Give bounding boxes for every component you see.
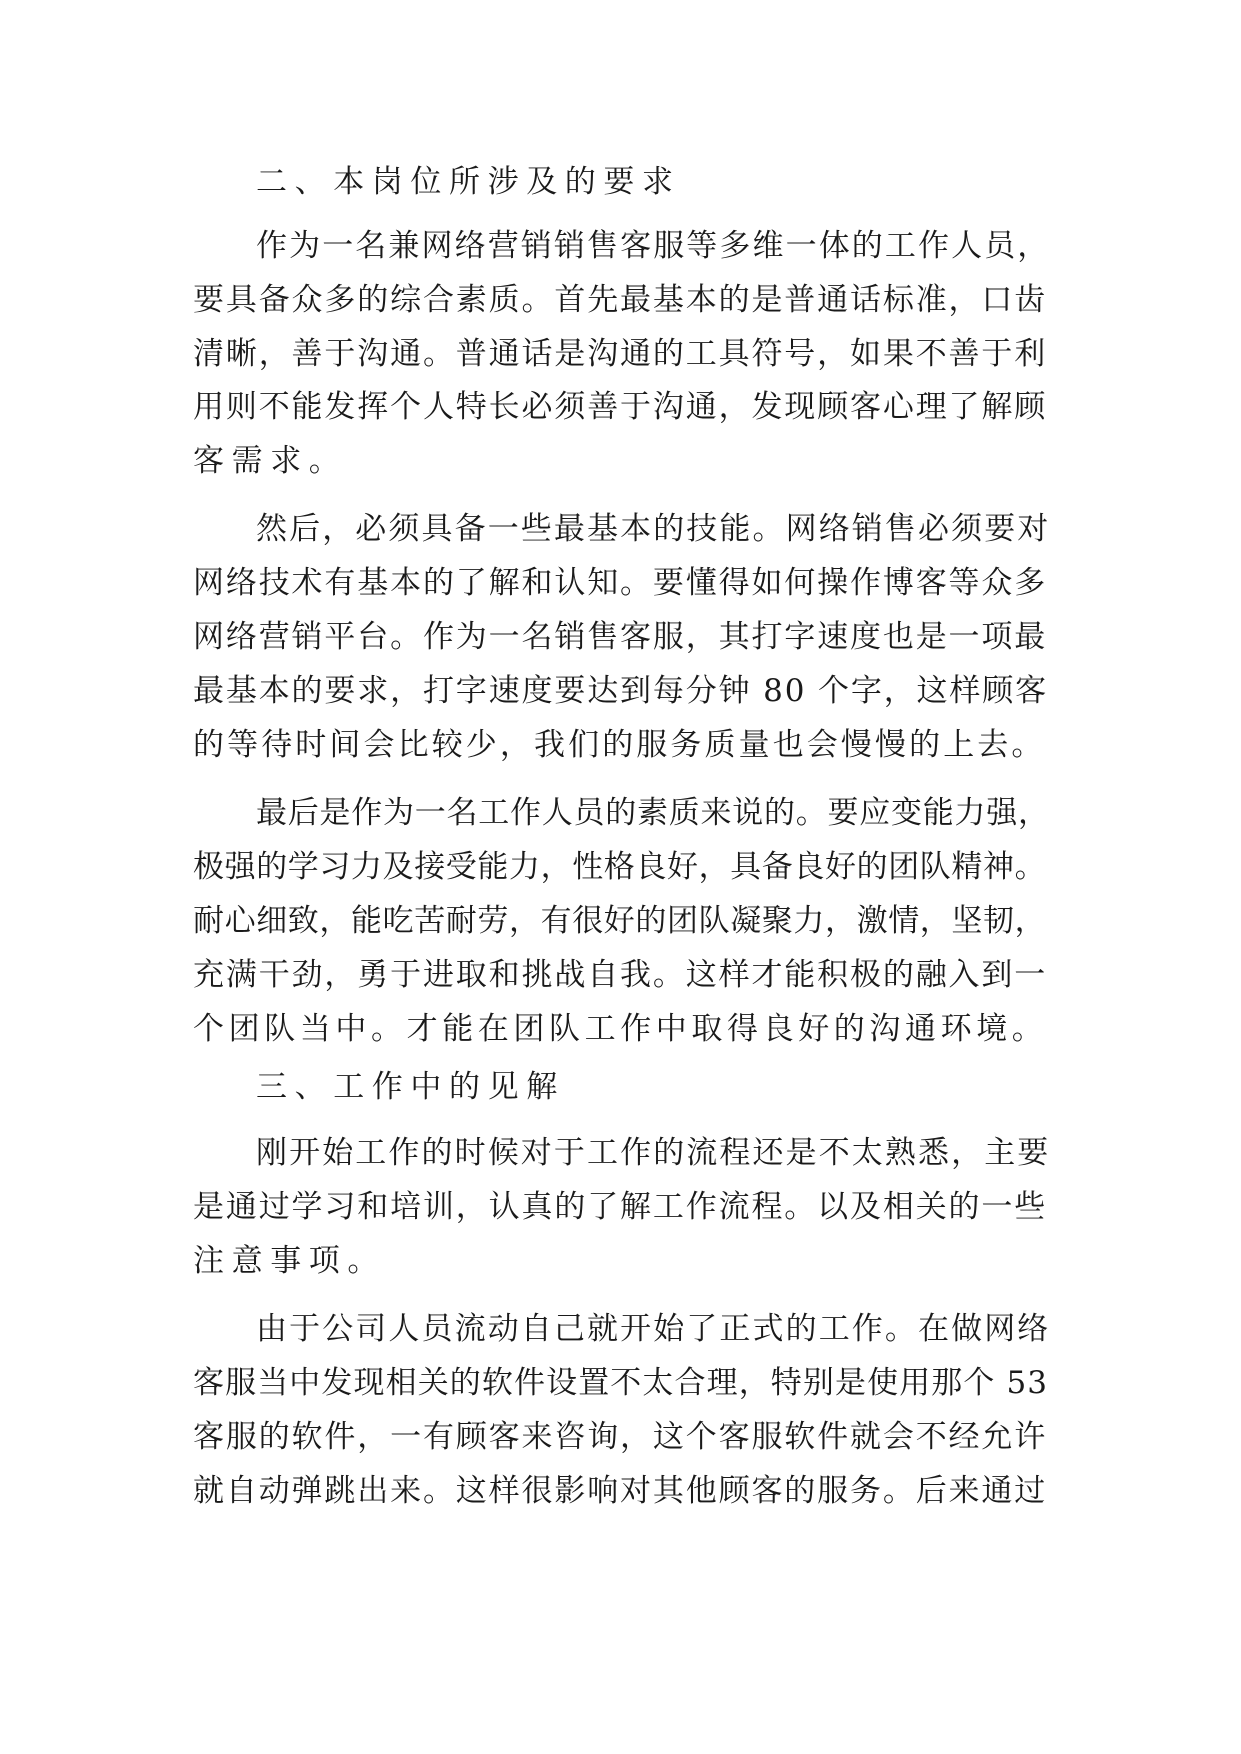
paragraph-line: 客服的软件，一有顾客来咨询，这个客服软件就会不经允许 — [193, 1419, 1048, 1455]
paragraph-line: 的等待时间会比较少，我们的服务质量也会慢慢的上去。 — [193, 727, 1046, 763]
paragraph-line: 极强的学习力及接受能力，性格良好，具备良好的团队精神。 — [193, 849, 1047, 885]
section-heading-2: 二、本岗位所涉及的要求 — [256, 164, 681, 200]
paragraph-line: 刚开始工作的时候对于工作的流程还是不太熟悉，主要 — [256, 1135, 1051, 1171]
paragraph-line: 由于公司人员流动自己就开始了正式的工作。在做网络 — [256, 1311, 1051, 1347]
paragraph-line: 网络技术有基本的了解和认知。要懂得如何操作博客等众多 — [193, 565, 1048, 601]
paragraph-line: 最后是作为一名工作人员的素质来说的。要应变能力强， — [256, 795, 1050, 831]
paragraph-line: 最基本的要求，打字速度要达到每分钟 80 个字，这样顾客 — [193, 673, 1048, 709]
paragraph-line: 耐心细致，能吃苦耐劳，有很好的团队凝聚力，激情，坚韧， — [193, 903, 1047, 939]
section-heading-3: 三、工作中的见解 — [256, 1069, 565, 1105]
paragraph-line: 客需求。 — [193, 443, 348, 479]
paragraph-line: 客服当中发现相关的软件设置不太合理，特别是使用那个 53 — [193, 1365, 1049, 1401]
paragraph-line: 要具备众多的综合素质。首先最基本的是普通话标准，口齿 — [193, 282, 1048, 318]
paragraph-line: 就自动弹跳出来。这样很影响对其他顾客的服务。后来通过 — [193, 1473, 1048, 1509]
paragraph-line: 充满干劲，勇于进取和挑战自我。这样才能积极的融入到一 — [193, 957, 1048, 993]
paragraph-line: 清晰，善于沟通。普通话是沟通的工具符号，如果不善于利 — [193, 336, 1048, 372]
paragraph-line: 注意事项。 — [193, 1243, 386, 1279]
paragraph-line: 用则不能发挥个人特长必须善于沟通，发现顾客心理了解顾 — [193, 389, 1048, 425]
paragraph-line: 个团队当中。才能在团队工作中取得良好的沟通环境。 — [193, 1011, 1048, 1047]
paragraph-line: 是通过学习和培训，认真的了解工作流程。以及相关的一些 — [193, 1189, 1048, 1225]
paragraph-line: 然后，必须具备一些最基本的技能。网络销售必须要对 — [256, 511, 1051, 547]
paragraph-line: 网络营销平台。作为一名销售客服，其打字速度也是一项最 — [193, 619, 1048, 655]
paragraph-line: 作为一名兼网络营销销售客服等多维一体的工作人员， — [256, 228, 1051, 264]
